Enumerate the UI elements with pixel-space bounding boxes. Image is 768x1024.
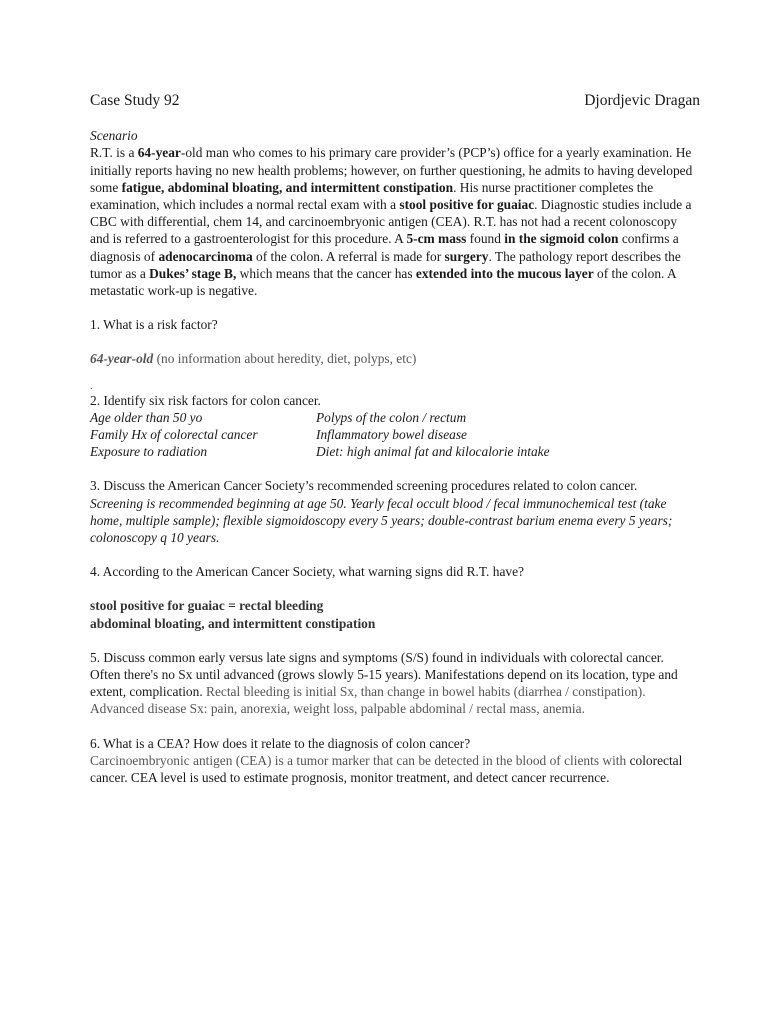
scenario-emphasis: in the sigmoid colon (504, 231, 619, 247)
question-5 (90, 649, 698, 718)
question-3 (90, 477, 698, 546)
scenario-section (90, 127, 698, 299)
scenario-emphasis: adenocarcinoma (158, 248, 253, 264)
question-1 (90, 316, 698, 391)
question-4 (90, 563, 698, 632)
document-title: Case Study 92 (90, 92, 180, 109)
question-1-answer (90, 350, 698, 367)
answer-5-detail: Rectal bleeding is initial Sx, than change in bowel habits (diarrhea / constipation). Advanced disease Sx: pain, anorexia, weight loss, palpable abdominal / rectal mass, anemia. (90, 684, 646, 717)
scenario-run: which means that the cancer has (236, 265, 416, 281)
scenario-emphasis: stool positive for guaiac (399, 197, 535, 213)
scenario-run: . Diagnostic studies include a CBC with differential, chem 14, and carcinoembryonic antigen (CEA). R.T. has not had a recent colonoscopy and is referred to a gastroenterologist for this procedure. A (90, 197, 692, 247)
risk-factor: Inflammatory bowel disease (316, 427, 467, 443)
risk-factor: Age older than 50 yo (90, 409, 203, 425)
warning-sign: abdominal bloating, and intermittent constipation (90, 615, 376, 631)
scenario-emphasis: fatigue, abdominal bloating, and intermittent constipation (121, 179, 454, 195)
table-row (90, 443, 550, 460)
question-2-text: 2. Identify six risk factors for colon cancer. (90, 392, 321, 408)
scenario-run: . The pathology report describes the tumor as a (90, 248, 681, 281)
question-1-text: 1. What is a risk factor? (90, 317, 218, 333)
scenario-run: found (466, 231, 505, 247)
table-row (90, 426, 550, 443)
risk-factor: Exposure to radiation (90, 444, 208, 460)
scenario-run: . His nurse practitioner completes the examination, which includes a normal rectal exam with a (90, 179, 654, 213)
scenario-run: of the colon. A metastatic work-up is negative. (90, 265, 676, 299)
answer-6-relation: colorectal cancer. CEA level is used to estimate prognosis, monitor treatment, and detect cancer recurrence. (90, 752, 683, 786)
question-6-text: 6. What is a CEA? How does it relate to the diagnosis of colon cancer? (90, 735, 471, 751)
risk-factors-table (90, 409, 550, 461)
question-5-answer (90, 666, 698, 718)
scenario-text (90, 144, 698, 299)
question-4-answers (90, 597, 698, 631)
answer-5-main: Often there's no Sx until advanced (grows slowly 5-15 years). Manifestations depend on its location, type and extent, complication. (90, 667, 678, 700)
table-row (90, 409, 550, 426)
stray-period: . (90, 379, 93, 392)
scenario-emphasis: Dukes’ stage B, (149, 265, 237, 281)
question-4-text: 4. According to the American Cancer Society, what warning signs did R.T. have? (90, 564, 524, 580)
scenario-run: R.T. is a (90, 145, 138, 161)
scenario-run: -old man who comes to his primary care provider’s (PCP’s) office for a yearly examination. He initially reports having no new health problems; however, on further questioning, he admits to having developed some (90, 145, 693, 195)
scenario-emphasis: 5-cm mass (406, 231, 467, 247)
document-header (90, 92, 698, 109)
author-name: Djordjevic Dragan (584, 92, 700, 109)
risk-factor: Diet: high animal fat and kilocalorie intake (316, 444, 550, 460)
scenario-emphasis: surgery (444, 248, 489, 264)
question-6-answer (90, 752, 698, 786)
scenario-emphasis: extended into the mucous layer (415, 265, 594, 281)
answer-6-definition: Carcinoembryonic antigen (CEA) is a tumor marker that can be detected in the blood of clients with (90, 752, 630, 768)
question-6 (90, 735, 698, 787)
question-3-answer: Screening is recommended beginning at age 50. Yearly fecal occult blood / fecal immunochemical test (take home, multiple sample); flexible sigmoidoscopy every 5 years; double-contrast barium enema every 5 years; colonoscopy q 10 years. (90, 495, 673, 546)
scenario-label: Scenario (90, 128, 138, 144)
risk-factor: Family Hx of colorectal cancer (90, 427, 258, 443)
warning-sign: stool positive for guaiac = rectal bleeding (90, 598, 324, 614)
scenario-run: confirms a diagnosis of (90, 231, 679, 264)
risk-factor: Polyps of the colon / rectum (316, 409, 467, 425)
answer-1-rest: (no information about heredity, diet, polyps, etc) (153, 351, 417, 367)
answer-1-emphasis: 64-year-old (90, 351, 154, 367)
question-2 (90, 392, 698, 461)
question-5-text: 5. Discuss common early versus late signs and symptoms (S/S) found in individuals with colorectal cancer. (90, 649, 664, 665)
question-3-text: 3. Discuss the American Cancer Society’s recommended screening procedures related to colon cancer. (90, 478, 638, 494)
scenario-run: of the colon. A referral is made for (252, 248, 445, 264)
scenario-emphasis: 64-year (137, 145, 181, 161)
